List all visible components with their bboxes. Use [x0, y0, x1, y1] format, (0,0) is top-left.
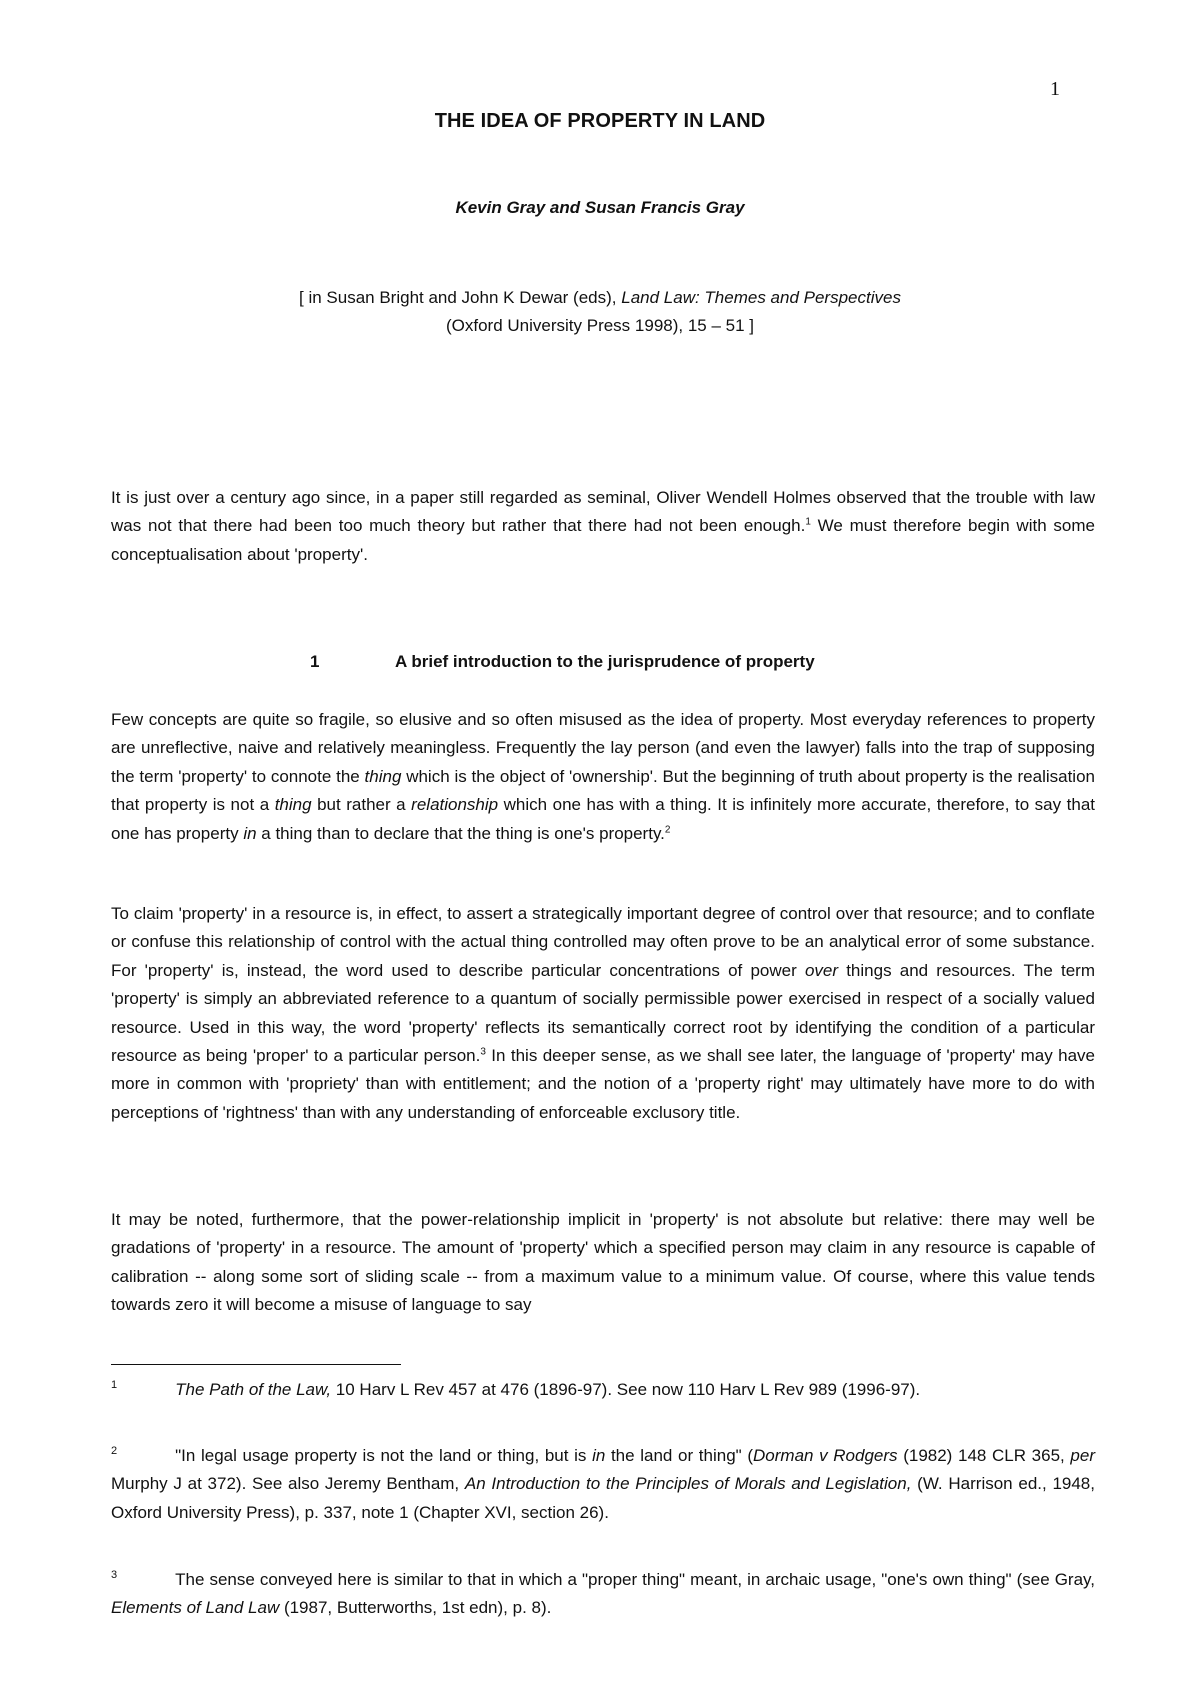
para2-text-3: In this deeper sense, as we shall see later, the language of 'property' may have more in common with 'propriety' than with entitlement; and the notion of a 'property right' may ultimately have more to do with perceptions of 'rightness' than with any understanding of enforceable exclusory title. [111, 1046, 1095, 1122]
fn2-text-4: Murphy J at 372). See also Jeremy Bentham, [111, 1474, 465, 1494]
para2-text-2: things and resources. The term 'property' is simply an abbreviated reference to a quantum of socially permissible power exercised in respect of a socially valued resource. Used in this way, the word 'property' reflects its semantically correct root by identifying the condition of a particular resource as being 'proper' to a particular person. [111, 960, 1095, 1066]
citation [0, 284, 1200, 340]
para1-text-1: Few concepts are quite so fragile, so elusive and so often misused as the idea of property. Most everyday references to property are unreflective, naive and relatively meaningless. Frequently the lay person (and even the lawyer) falls into the trap of supposing the term 'property' to connote the [111, 710, 1095, 786]
para1-italic-1: thing [364, 766, 402, 786]
fn2-italic-2: Dorman v Rodgers [753, 1446, 898, 1465]
footnote-3 [111, 1566, 1095, 1623]
para1-text-2: which is the object of 'ownership'. But the beginning of truth about property is the realisation that property is not a [111, 766, 1095, 815]
section-title: A brief introduction to the jurisprudence of property [395, 652, 815, 671]
para2-italic-1: over [804, 960, 839, 980]
footnote-ref-1[interactable]: 1 [805, 516, 811, 528]
authors: Kevin Gray and Susan Francis Gray [455, 198, 745, 217]
footnote-ref-3[interactable]: 3 [480, 1046, 486, 1058]
para1-text-5: a thing than to declare that the thing is one's property. [256, 823, 665, 843]
para1-text-3: but rather a [311, 795, 412, 815]
footnote-ref-2[interactable]: 2 [664, 823, 671, 835]
fn2-italic-4: An Introduction to the Principles of Morals and Legislation, [464, 1474, 912, 1494]
intro-text: It is just over a century ago since, in a paper still regarded as seminal, Oliver Wendell Holmes observed that the trouble with law was not that there had been too much theory but rather that there had not been enough. [111, 488, 1095, 536]
paragraph-3: It may be noted, furthermore, that the power-relationship implicit in 'property' is not absolute but relative: there may well be gradations of 'property' in a resource. The amount of 'property' which a specified person may claim in any resource is capable of calibration -- along some sort of sliding scale -- from a maximum value to a minimum value. Of course, where this value tends towards zero it will become a misuse of language to say [111, 1210, 1095, 1315]
footnote-mark-2: 2 [111, 1445, 118, 1458]
fn3-text-1: The sense conveyed here is similar to that in which a "proper thing" meant, in archaic usage, "one's own thing" (see Gray, [175, 1570, 1095, 1589]
fn2-text-1: "In legal usage property is not the land or thing, but is [175, 1446, 593, 1465]
fn2-italic-3: per [1070, 1446, 1095, 1465]
intro-paragraph [111, 484, 1095, 569]
paragraph-1 [111, 706, 1095, 848]
para1-italic-2: thing [274, 795, 312, 815]
citation-prefix: [ in Susan Bright and John K Dewar (eds), [299, 288, 622, 307]
fn2-text-3: (1982) 148 CLR 365, [897, 1446, 1071, 1465]
book-title: Land Law: Themes and Perspectives [621, 288, 901, 307]
fn1-italic-1: The Path of the Law, [175, 1380, 332, 1399]
page-number: 1 [1050, 78, 1060, 100]
citation-line-1 [0, 284, 1200, 312]
para1-italic-3: relationship [411, 795, 499, 815]
fn3-italic-1: Elements of Land Law [111, 1598, 280, 1618]
citation-line-2: (Oxford University Press 1998), 15 – 51 ] [445, 316, 755, 335]
section-number: 1 [310, 652, 320, 671]
footnote-1 [111, 1376, 1095, 1404]
footnote-2 [111, 1442, 1095, 1527]
para1-text-4: which one has with a thing. It is infinitely more accurate, therefore, to say that one has property [111, 795, 1096, 843]
para1-italic-4: in [243, 823, 257, 843]
fn1-text-1: 10 Harv L Rev 457 at 476 (1896-97). See now 110 Harv L Rev 989 (1996-97). [331, 1380, 921, 1399]
fn2-text-5: (W. Harrison ed., 1948, Oxford University Press), p. 337, note 1 (Chapter XVI, section 26). [111, 1474, 1095, 1522]
fn3-text-2: (1987, Butterworths, 1st edn), p. 8). [279, 1598, 552, 1618]
para2-text-1: To claim 'property' in a resource is, in effect, to assert a strategically important degree of control over that resource; and to conflate or confuse this relationship of control with the actual thing controlled may often prove to be an analytical error of some substance. For 'property' is, instead, the word used to describe particular concentrations of power [111, 904, 1095, 980]
footnote-mark-1: 1 [111, 1379, 118, 1392]
footnote-mark-3: 3 [111, 1569, 118, 1582]
fn2-text-2: the land or thing" ( [605, 1446, 754, 1465]
fn2-italic-1: in [592, 1446, 606, 1465]
intro-text-cont: We must therefore begin with some conceptualisation about 'property'. [111, 516, 1095, 564]
paper-title: THE IDEA OF PROPERTY IN LAND [434, 110, 766, 132]
paragraph-2 [111, 900, 1095, 1127]
footnote-divider [111, 1364, 401, 1365]
